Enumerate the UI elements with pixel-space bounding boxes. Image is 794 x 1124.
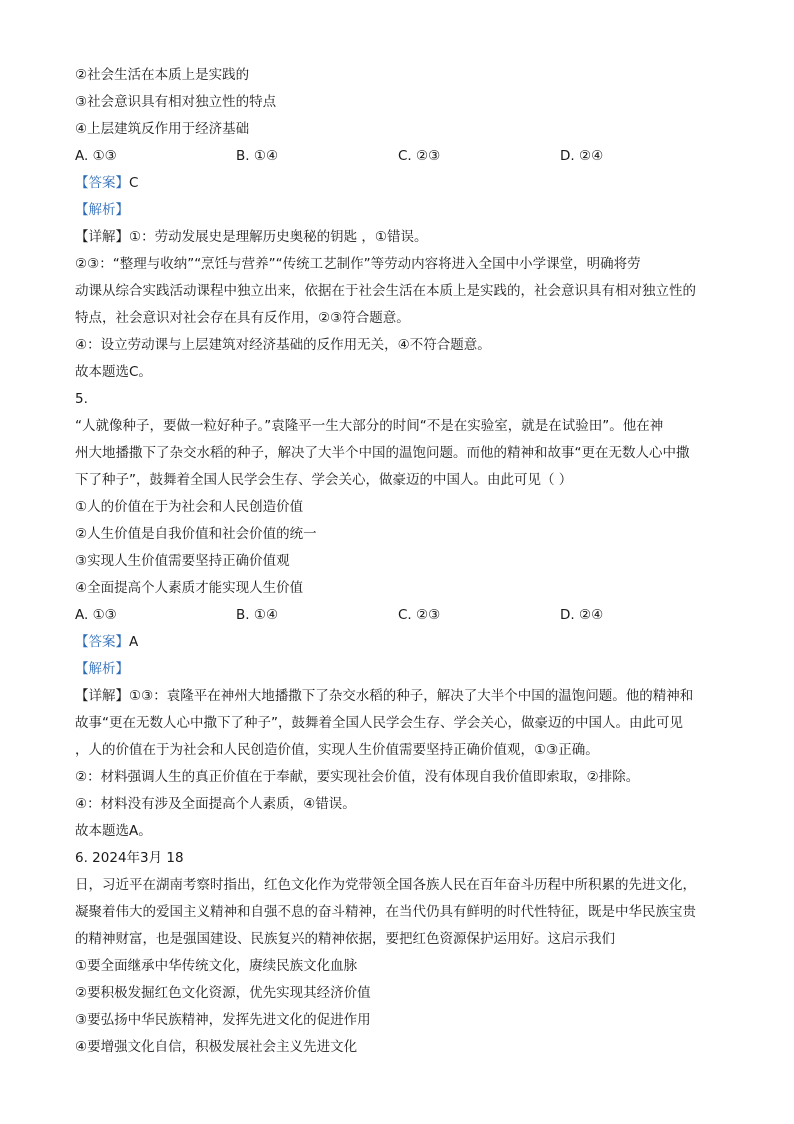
answer-value: A	[129, 634, 139, 650]
q6-option-4: ④要增强文化自信，积极发展社会主义先进文化	[75, 1039, 358, 1055]
q4-detail-2-line-1: ②③：“整理与收纳”“烹饪与营养”“传统工艺制作”等劳动内容将进入全国中小学课堂，明确将劳	[75, 256, 641, 272]
q5-stem-line-1: “人就像种子，要做一粒好种子。”袁隆平一生大部分的时间“不是在实验室，就是在试验田”。他在神	[75, 418, 664, 434]
q4-option-2: ②社会生活在本质上是实践的	[75, 67, 250, 83]
q4-choice-c: C. ②③	[398, 148, 441, 164]
q5-choice-b: B. ①④	[236, 607, 279, 623]
q6-option-3: ③要弘扬中华民族精神，发挥先进文化的促进作用	[75, 1012, 371, 1028]
q5-option-3: ③实现人生价值需要坚持正确价值观	[75, 553, 290, 569]
q4-detail-2-line-2: 动课从综合实践活动课程中独立出来，依据在于社会生活在本质上是实践的，社会意识具有相对独立性的	[75, 283, 696, 299]
q5-answer	[75, 629, 725, 656]
q4-option-4: ④上层建筑反作用于经济基础	[75, 121, 250, 137]
answer-label: 【答案】	[75, 175, 129, 191]
q6-head: 6. 2024年3月 18	[75, 850, 184, 866]
q5-detail-1-line-2: 故事“更在无数人心中撒下了种子”，鼓舞着全国人民学会生存、学会关心，做豪迈的中国人。由此可见	[75, 715, 683, 731]
q5-detail-1-line-1	[75, 683, 725, 710]
q5-detail-2: ②：材料强调人生的真正价值在于奉献，要实现社会价值，没有体现自我价值即索取，②排除。	[75, 769, 640, 785]
detail-label: 【详解】	[75, 688, 129, 704]
document-content	[75, 62, 725, 1061]
q4-detail-3: ④：设立劳动课与上层建筑对经济基础的反作用无关，④不符合题意。	[75, 337, 491, 353]
q5-conclusion: 故本题选A。	[75, 823, 152, 839]
q6-stem-line-1: 日，习近平在湖南考察时指出，红色文化作为党带领全国各族人民在百年奋斗历程中所积累的先进文化，	[75, 877, 696, 893]
q6-option-1: ①要全面继承中华传统文化，赓续民族文化血脉	[75, 958, 358, 974]
q4-choice-a: A. ①③	[75, 148, 117, 164]
q5-stem-line-3: 下了种子”，鼓舞着全国人民学会生存、学会关心，做豪迈的中国人。由此可见（ ）	[75, 472, 573, 488]
q5-choice-c: C. ②③	[398, 607, 441, 623]
q5-analysis	[75, 656, 725, 683]
q6-stem-line-2: 凝聚着伟大的爱国主义精神和自强不息的奋斗精神，在当代仍具有鲜明的时代性特征，既是中华民族宝贵	[75, 904, 696, 920]
q4-detail-2-line-3: 特点，社会意识对社会存在具有反作用，②③符合题意。	[75, 310, 410, 326]
detail-label: 【详解】	[75, 229, 129, 245]
q4-analysis	[75, 197, 725, 224]
q5-choice-a: A. ①③	[75, 607, 117, 623]
q4-choice-b: B. ①④	[236, 148, 279, 164]
q5-option-1: ①人的价值在于为社会和人民创造价值	[75, 499, 304, 515]
q5-choice-d: D. ②④	[560, 607, 604, 623]
q5-number: 5.	[75, 391, 88, 407]
detail-text: ①：劳动发展史是理解历史奥秘的钥匙 ，①错误。	[129, 229, 428, 245]
answer-value: C	[129, 175, 139, 191]
q5-stem-line-2: 州大地播撒下了杂交水稻的种子，解决了大半个中国的温饱问题。而他的精神和故事“更在无数人心中撒	[75, 445, 690, 461]
analysis-label: 【解析】	[75, 661, 129, 677]
q6-stem-line-3: 的精神财富，也是强国建设、民族复兴的精神依据，要把红色资源保护运用好。这启示我们	[75, 931, 615, 947]
q4-answer	[75, 170, 725, 197]
q6-option-2: ②要积极发掘红色文化资源，优先实现其经济价值	[75, 985, 371, 1001]
q5-detail-3: ④：材料没有涉及全面提高个人素质，④错误。	[75, 796, 356, 812]
q5-detail-1-line-3: ，人的价值在于为社会和人民创造价值，实现人生价值需要坚持正确价值观，①③正确。	[75, 742, 599, 758]
q4-choice-d: D. ②④	[560, 148, 604, 164]
detail-text: ①③：袁隆平在神州大地播撒下了杂交水稻的种子，解决了大半个中国的温饱问题。他的精神和	[129, 688, 694, 704]
q4-option-3: ③社会意识具有相对独立性的特点	[75, 94, 277, 110]
q5-option-4: ④全面提高个人素质才能实现人生价值	[75, 580, 304, 596]
q4-conclusion: 故本题选C。	[75, 364, 152, 380]
q5-choices	[75, 602, 725, 629]
q5-option-2: ②人生价值是自我价值和社会价值的统一	[75, 526, 317, 542]
analysis-label: 【解析】	[75, 202, 129, 218]
q4-choices	[75, 143, 725, 170]
answer-label: 【答案】	[75, 634, 129, 650]
q4-detail-1	[75, 224, 725, 251]
